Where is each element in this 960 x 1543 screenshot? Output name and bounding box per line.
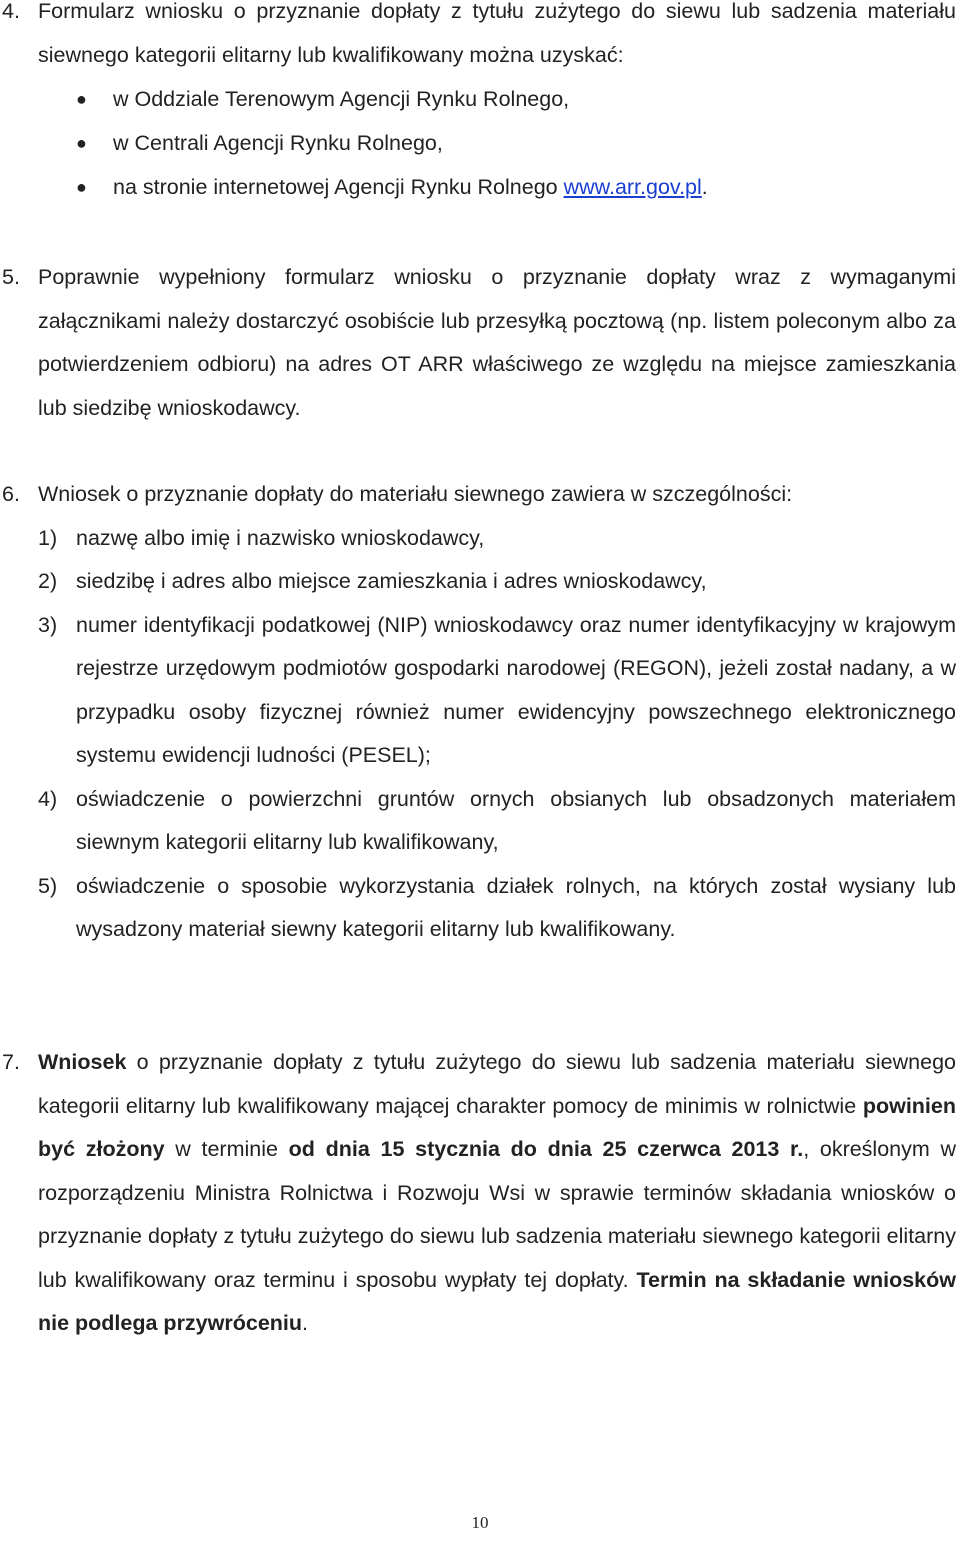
bold-text: Termin na składanie wniosków nie podlega przywróceniu: [38, 1267, 956, 1335]
bullet-item: [38, 165, 956, 209]
bullet-text: w Centrali Agencji Rynku Rolnego,: [113, 131, 443, 155]
bullet-text-suffix: .: [701, 175, 708, 199]
section-6: [0, 473, 956, 952]
section-4: [0, 0, 956, 209]
bullet-item: [38, 77, 956, 121]
bullet-item: [38, 121, 956, 165]
section-5-number: 5.: [2, 265, 20, 289]
section-7: [0, 1041, 956, 1346]
list-item: 2) siedzibę i adres albo miejsce zamieszkania i adres wnioskodawcy,: [38, 569, 707, 593]
page-number: 10: [471, 1513, 489, 1532]
bullet-text: na stronie internetowej Agencji Rynku Rolnego: [113, 175, 564, 199]
list-item: 4) oświadczenie o powierzchni gruntów ornych obsianych lub obsadzonych materiałem siewnym kategorii elitarny lub kwalifikowany,: [38, 786, 956, 854]
section-7-text: Wniosek o przyznanie dopłaty z tytułu zużytego do siewu lub sadzenia materiału siewnego kategorii elitarny lub kwalifikowany mającej charakter pomocy de minimis w rolnictwie powinien być złożony w terminie od dnia 15 stycznia do dnia 25 czerwca 2013 r., określonym w rozporządzeniu Ministra Rolnictwa i Rozwoju Wsi w sprawie terminów składania wniosków o przyznanie dopłaty z tytułu zużytego do siewu lub sadzenia materiału siewnego kategorii elitarny lub kwalifikowany oraz terminu i sposobu wypłaty tej dopłaty. Termin na składanie wniosków nie podlega przywróceniu.: [38, 1050, 957, 1335]
bold-deadline: od dnia 15 stycznia do dnia 25 czerwca 2013 r.: [288, 1137, 804, 1161]
list-item: 5) oświadczenie o sposobie wykorzystania działek rolnych, na których został wysiany lub wysadzony materiał siewny kategorii elitarny lub kwalifikowany.: [38, 873, 956, 941]
section-6-intro: Wniosek o przyznanie dopłaty do materiału siewnego zawiera w szczególności:: [38, 482, 793, 506]
section-5: [0, 256, 956, 430]
list-item: 3) numer identyfikacji podatkowej (NIP) wnioskodawcy oraz numer identyfikacyjny w krajowym rejestrze urzędowym podmiotów gospodarki narodowej (REGON), jeżeli został nadany, a w przypadku osoby fizycznej również numer ewidencyjny powszechnego elektronicznego systemu ewidencji ludności (PESEL);: [38, 612, 956, 767]
section-6-number: 6.: [2, 482, 20, 506]
bold-text: Wniosek: [38, 1050, 127, 1074]
bullet-text: w Oddziale Terenowym Agencji Rynku Rolnego,: [113, 87, 570, 111]
section-4-bullet-list: [38, 77, 956, 209]
section-4-intro: Formularz wniosku o przyznanie dopłaty z tytułu zużytego do siewu lub sadzenia materiału siewnego kategorii elitarny lub kwalifikowany można uzyskać:: [38, 0, 956, 67]
bold-text: powinien być złożony: [38, 1093, 956, 1161]
bullet-icon: ●: [76, 177, 87, 197]
bullet-icon: ●: [76, 133, 87, 153]
bullet-icon: ●: [76, 89, 87, 109]
section-7-number: 7.: [2, 1050, 20, 1074]
list-item: 1) nazwę albo imię i nazwisko wnioskodawcy,: [38, 525, 485, 550]
arr-website-link[interactable]: www.arr.gov.pl: [563, 175, 702, 199]
section-6-list: [38, 517, 956, 952]
section-5-text: Poprawnie wypełniony formularz wniosku o przyznanie dopłaty wraz z wymaganymi załącznikami należy dostarczyć osobiście lub przesyłką pocztową (np. listem poleconym albo za potwierdzeniem odbioru) na adres OT ARR właściwego ze względu na miejsce zamieszkania lub siedzibę wnioskodawcy.: [38, 265, 956, 420]
section-4-number: 4.: [2, 0, 20, 23]
